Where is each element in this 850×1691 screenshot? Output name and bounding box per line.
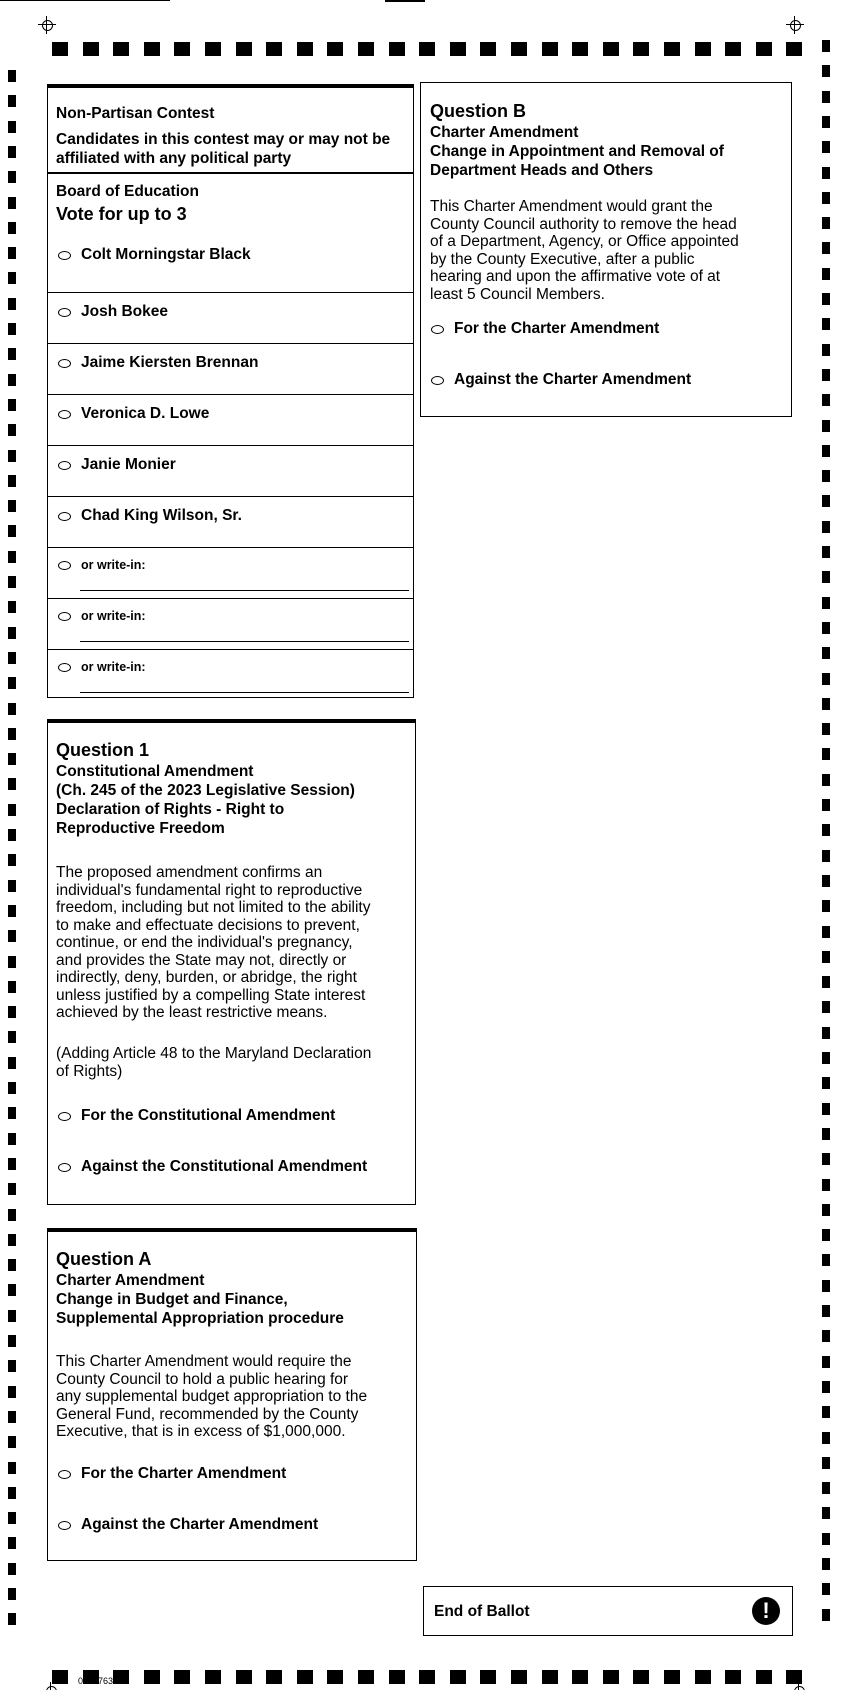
timing-mark bbox=[822, 217, 830, 229]
timing-mark bbox=[327, 1670, 343, 1684]
timing-mark bbox=[358, 42, 374, 56]
timing-mark bbox=[822, 951, 830, 963]
vote-oval[interactable] bbox=[58, 359, 71, 368]
question-a-contest bbox=[47, 1228, 417, 1561]
timing-mark bbox=[695, 42, 711, 56]
vote-oval[interactable] bbox=[58, 512, 71, 521]
question-subtitle: Charter Amendment Change in Budget and Finance, Supplemental Appropriation procedure bbox=[56, 1272, 344, 1327]
top-edge-line bbox=[0, 0, 170, 1]
timing-mark bbox=[822, 116, 830, 128]
timing-mark bbox=[8, 1158, 16, 1170]
timing-mark bbox=[8, 121, 16, 133]
timing-mark bbox=[8, 1411, 16, 1423]
vote-oval[interactable] bbox=[58, 308, 71, 317]
timing-mark bbox=[8, 1082, 16, 1094]
timing-mark bbox=[8, 551, 16, 563]
candidate-row[interactable] bbox=[48, 445, 413, 495]
timing-mark bbox=[480, 1670, 496, 1684]
timing-mark bbox=[8, 247, 16, 259]
timing-mark bbox=[822, 141, 830, 153]
timing-mark bbox=[83, 42, 99, 56]
vote-oval[interactable] bbox=[58, 461, 71, 470]
timing-mark bbox=[822, 1609, 830, 1621]
timing-mark bbox=[822, 1406, 830, 1418]
timing-mark bbox=[8, 930, 16, 942]
timing-mark bbox=[542, 42, 558, 56]
timing-mark bbox=[8, 1133, 16, 1145]
candidate-name: Janie Monier bbox=[81, 456, 176, 473]
write-in-row[interactable] bbox=[48, 547, 413, 597]
timing-mark bbox=[8, 500, 16, 512]
timing-mark bbox=[8, 1588, 16, 1600]
candidate-name: Chad King Wilson, Sr. bbox=[81, 507, 242, 524]
question-text: This Charter Amendment would require the County Council to hold a public hearing for any supplemental budget appropriation to the General Fund, recommended by the County Executive, that is in excess of $1,000,000. bbox=[56, 1353, 368, 1440]
timing-mark bbox=[8, 1386, 16, 1398]
timing-mark bbox=[822, 1077, 830, 1089]
candidate-row[interactable] bbox=[48, 496, 413, 546]
end-of-ballot-box bbox=[423, 1586, 793, 1636]
timing-mark bbox=[8, 601, 16, 613]
timing-mark bbox=[8, 1335, 16, 1347]
timing-mark bbox=[8, 880, 16, 892]
timing-mark bbox=[266, 42, 282, 56]
timing-mark bbox=[633, 1670, 649, 1684]
timing-mark bbox=[8, 298, 16, 310]
question-1-contest bbox=[47, 719, 416, 1205]
timing-mark bbox=[8, 95, 16, 107]
vote-oval[interactable] bbox=[58, 410, 71, 419]
timing-mark bbox=[822, 748, 830, 760]
timing-mark bbox=[822, 1381, 830, 1393]
candidate-option[interactable] bbox=[58, 246, 251, 264]
timing-mark bbox=[419, 42, 435, 56]
candidate-name: Colt Morningstar Black bbox=[81, 246, 251, 263]
timing-mark bbox=[822, 445, 830, 457]
timing-marks-right bbox=[822, 40, 831, 1640]
vote-oval[interactable] bbox=[431, 376, 444, 385]
write-in-row[interactable] bbox=[48, 649, 413, 699]
vote-for-instruction: Vote for up to 3 bbox=[56, 204, 187, 224]
vote-oval[interactable] bbox=[58, 612, 71, 621]
timing-mark bbox=[8, 1563, 16, 1575]
timing-mark bbox=[358, 1670, 374, 1684]
timing-mark bbox=[8, 1057, 16, 1069]
timing-mark bbox=[695, 1670, 711, 1684]
timing-mark bbox=[8, 1487, 16, 1499]
write-in-row[interactable] bbox=[48, 598, 413, 648]
timing-mark bbox=[822, 622, 830, 634]
timing-mark bbox=[822, 495, 830, 507]
timing-mark bbox=[8, 70, 16, 82]
vote-oval[interactable] bbox=[58, 1163, 71, 1172]
question-subtitle: Charter Amendment Change in Appointment and Removal of Department Heads and Others bbox=[430, 124, 724, 179]
timing-mark bbox=[8, 1537, 16, 1549]
timing-mark bbox=[822, 1280, 830, 1292]
timing-mark bbox=[822, 521, 830, 533]
timing-mark bbox=[205, 42, 221, 56]
write-in-line[interactable] bbox=[80, 641, 409, 642]
timing-mark bbox=[8, 956, 16, 968]
write-in-label: or write-in: bbox=[81, 660, 146, 674]
timing-mark bbox=[8, 1436, 16, 1448]
timing-mark bbox=[822, 1305, 830, 1317]
ballot-serial-number: 0010763 bbox=[78, 1676, 114, 1686]
timing-mark bbox=[8, 627, 16, 639]
registration-crosshair-bottom-right bbox=[790, 1682, 808, 1690]
timing-mark bbox=[8, 1310, 16, 1322]
timing-mark bbox=[480, 42, 496, 56]
timing-mark bbox=[450, 42, 466, 56]
timing-mark bbox=[8, 475, 16, 487]
timing-mark bbox=[725, 1670, 741, 1684]
timing-mark bbox=[822, 394, 830, 406]
timing-mark bbox=[236, 42, 252, 56]
registration-crosshair-top-right bbox=[786, 16, 804, 34]
timing-mark bbox=[8, 652, 16, 664]
alert-icon: ! bbox=[752, 1597, 780, 1625]
timing-mark bbox=[603, 1670, 619, 1684]
timing-mark bbox=[113, 1670, 129, 1684]
vote-oval[interactable] bbox=[431, 325, 444, 334]
timing-mark bbox=[8, 272, 16, 284]
timing-mark bbox=[822, 40, 830, 52]
timing-mark bbox=[8, 1462, 16, 1474]
timing-mark bbox=[822, 1001, 830, 1013]
timing-mark bbox=[822, 647, 830, 659]
timing-mark bbox=[822, 1583, 830, 1595]
timing-mark bbox=[205, 1670, 221, 1684]
timing-mark bbox=[822, 824, 830, 836]
timing-mark bbox=[8, 222, 16, 234]
timing-mark bbox=[572, 42, 588, 56]
timing-mark bbox=[8, 424, 16, 436]
candidate-row[interactable] bbox=[48, 394, 413, 444]
timing-mark bbox=[756, 1670, 772, 1684]
vote-oval[interactable] bbox=[58, 1470, 71, 1479]
vote-oval[interactable] bbox=[58, 663, 71, 672]
candidate-row[interactable] bbox=[48, 292, 413, 342]
write-in-line[interactable] bbox=[80, 590, 409, 591]
timing-mark bbox=[725, 42, 741, 56]
question-title: Question 1 bbox=[56, 740, 150, 760]
timing-mark bbox=[8, 348, 16, 360]
timing-mark bbox=[603, 42, 619, 56]
timing-mark bbox=[52, 42, 68, 56]
timing-mark bbox=[633, 42, 649, 56]
timing-mark bbox=[822, 1153, 830, 1165]
office-title: Board of Education bbox=[56, 183, 199, 200]
timing-marks-top bbox=[52, 42, 797, 56]
write-in-label: or write-in: bbox=[81, 609, 146, 623]
timing-mark bbox=[297, 1670, 313, 1684]
timing-marks-left bbox=[8, 70, 16, 1630]
timing-mark bbox=[8, 1183, 16, 1195]
timing-mark bbox=[822, 698, 830, 710]
board-of-education-contest bbox=[47, 84, 414, 698]
timing-mark bbox=[8, 374, 16, 386]
timing-mark bbox=[572, 1670, 588, 1684]
timing-mark bbox=[786, 42, 802, 56]
timing-mark bbox=[822, 1533, 830, 1545]
timing-mark bbox=[8, 829, 16, 841]
timing-mark bbox=[8, 1360, 16, 1372]
timing-mark bbox=[822, 268, 830, 280]
timing-mark bbox=[822, 597, 830, 609]
timing-mark bbox=[822, 1558, 830, 1570]
timing-mark bbox=[450, 1670, 466, 1684]
question-subtitle: Constitutional Amendment (Ch. 245 of the 2023 Legislative Session) Declaration of Rights - Right to Reproductive Freedom bbox=[56, 763, 355, 837]
question-note: (Adding Article 48 to the Maryland Declaration of Rights) bbox=[56, 1045, 372, 1080]
timing-mark bbox=[236, 1670, 252, 1684]
timing-mark bbox=[174, 1670, 190, 1684]
timing-mark bbox=[822, 470, 830, 482]
timing-mark bbox=[8, 1031, 16, 1043]
timing-mark bbox=[8, 1107, 16, 1119]
candidate-name: Veronica D. Lowe bbox=[81, 405, 210, 422]
timing-mark bbox=[144, 42, 160, 56]
timing-mark bbox=[511, 1670, 527, 1684]
timing-mark bbox=[297, 42, 313, 56]
vote-oval[interactable] bbox=[58, 251, 71, 260]
option-for[interactable]: For the Constitutional Amendment bbox=[58, 1107, 335, 1125]
timing-mark bbox=[8, 171, 16, 183]
timing-mark bbox=[8, 778, 16, 790]
timing-mark bbox=[327, 42, 343, 56]
timing-mark bbox=[8, 1512, 16, 1524]
vote-oval[interactable] bbox=[58, 561, 71, 570]
timing-mark bbox=[822, 242, 830, 254]
timing-mark bbox=[822, 192, 830, 204]
timing-marks-bottom bbox=[52, 1670, 797, 1684]
timing-mark bbox=[822, 1128, 830, 1140]
timing-mark bbox=[113, 42, 129, 56]
timing-mark bbox=[756, 42, 772, 56]
timing-mark bbox=[822, 976, 830, 988]
timing-mark bbox=[8, 854, 16, 866]
end-of-ballot-label: End of Ballot bbox=[434, 1603, 530, 1620]
contest-type: Non-Partisan Contest bbox=[56, 105, 215, 122]
registration-crosshair-bottom-left bbox=[42, 1682, 60, 1690]
timing-mark bbox=[822, 91, 830, 103]
timing-mark bbox=[511, 42, 527, 56]
registration-crosshair-top-left bbox=[38, 16, 56, 34]
timing-mark bbox=[8, 804, 16, 816]
timing-mark bbox=[174, 42, 190, 56]
option-for[interactable]: For the Charter Amendment bbox=[431, 320, 659, 338]
timing-mark bbox=[389, 1670, 405, 1684]
timing-mark bbox=[822, 546, 830, 558]
timing-mark bbox=[8, 1613, 16, 1625]
timing-mark bbox=[8, 197, 16, 209]
timing-mark bbox=[822, 850, 830, 862]
timing-mark bbox=[822, 369, 830, 381]
timing-mark bbox=[8, 323, 16, 335]
timing-mark bbox=[8, 905, 16, 917]
timing-mark bbox=[822, 1254, 830, 1266]
candidate-row[interactable] bbox=[48, 343, 413, 393]
timing-mark bbox=[822, 774, 830, 786]
timing-mark bbox=[664, 42, 680, 56]
timing-mark bbox=[822, 1356, 830, 1368]
timing-mark bbox=[822, 1204, 830, 1216]
option-against[interactable]: Against the Constitutional Amendment bbox=[58, 1158, 367, 1176]
timing-mark bbox=[822, 1052, 830, 1064]
timing-mark bbox=[822, 723, 830, 735]
option-against[interactable]: Against the Charter Amendment bbox=[431, 371, 691, 389]
top-edge-mark bbox=[385, 0, 425, 2]
option-against[interactable]: Against the Charter Amendment bbox=[58, 1516, 318, 1534]
question-b-contest bbox=[420, 82, 792, 417]
vote-oval[interactable] bbox=[58, 1521, 71, 1530]
question-text: This Charter Amendment would grant the County Council authority to remove the head of a Department, Agency, or Office appointed by the County Executive, after a public hearing and upon the affirmative vote of at least 5 Council Members. bbox=[430, 198, 739, 303]
timing-mark bbox=[8, 1284, 16, 1296]
contest-header bbox=[48, 88, 413, 174]
timing-mark bbox=[822, 1179, 830, 1191]
timing-mark bbox=[822, 1482, 830, 1494]
timing-mark bbox=[8, 1234, 16, 1246]
timing-mark bbox=[266, 1670, 282, 1684]
timing-mark bbox=[822, 673, 830, 685]
timing-mark bbox=[8, 728, 16, 740]
candidate-name: Josh Bokee bbox=[81, 303, 169, 320]
timing-mark bbox=[8, 399, 16, 411]
timing-mark bbox=[822, 420, 830, 432]
timing-mark bbox=[389, 42, 405, 56]
timing-mark bbox=[822, 65, 830, 77]
contest-note: Candidates in this contest may or may not be affiliated with any political party bbox=[56, 131, 391, 167]
timing-mark bbox=[822, 1457, 830, 1469]
timing-mark bbox=[419, 1670, 435, 1684]
timing-mark bbox=[822, 571, 830, 583]
timing-mark bbox=[8, 753, 16, 765]
timing-mark bbox=[8, 1209, 16, 1221]
timing-mark bbox=[8, 1259, 16, 1271]
timing-mark bbox=[822, 1229, 830, 1241]
timing-mark bbox=[822, 1027, 830, 1039]
timing-mark bbox=[144, 1670, 160, 1684]
question-text: The proposed amendment confirms an individual's fundamental right to reproductive freedom, including but not limited to the ability to make and effectuate decisions to prevent, continue, or end the individual's pregnancy, and provides the State may not, directly or indirectly, deny, burden, or abridge, the right unless justified by a compelling State interest achieved by the least restrictive means. bbox=[56, 864, 371, 1021]
timing-mark bbox=[8, 576, 16, 588]
timing-mark bbox=[822, 900, 830, 912]
timing-mark bbox=[542, 1670, 558, 1684]
option-for[interactable]: For the Charter Amendment bbox=[58, 1465, 286, 1483]
vote-oval[interactable] bbox=[58, 1112, 71, 1121]
timing-mark bbox=[8, 1006, 16, 1018]
timing-mark bbox=[822, 293, 830, 305]
timing-mark bbox=[8, 703, 16, 715]
write-in-line[interactable] bbox=[80, 692, 409, 693]
timing-mark bbox=[822, 1432, 830, 1444]
timing-mark bbox=[8, 146, 16, 158]
timing-mark bbox=[822, 344, 830, 356]
candidate-name: Jaime Kiersten Brennan bbox=[81, 354, 259, 371]
timing-mark bbox=[822, 1507, 830, 1519]
timing-mark bbox=[822, 1330, 830, 1342]
timing-mark bbox=[8, 981, 16, 993]
timing-mark bbox=[664, 1670, 680, 1684]
timing-mark bbox=[822, 875, 830, 887]
timing-mark bbox=[8, 525, 16, 537]
write-in-label: or write-in: bbox=[81, 558, 146, 572]
question-title: Question B bbox=[430, 101, 527, 121]
question-title: Question A bbox=[56, 1249, 152, 1269]
timing-mark bbox=[822, 1103, 830, 1115]
timing-mark bbox=[822, 318, 830, 330]
timing-mark bbox=[822, 167, 830, 179]
timing-mark bbox=[822, 799, 830, 811]
timing-mark bbox=[822, 926, 830, 938]
timing-mark bbox=[8, 450, 16, 462]
timing-mark bbox=[8, 677, 16, 689]
